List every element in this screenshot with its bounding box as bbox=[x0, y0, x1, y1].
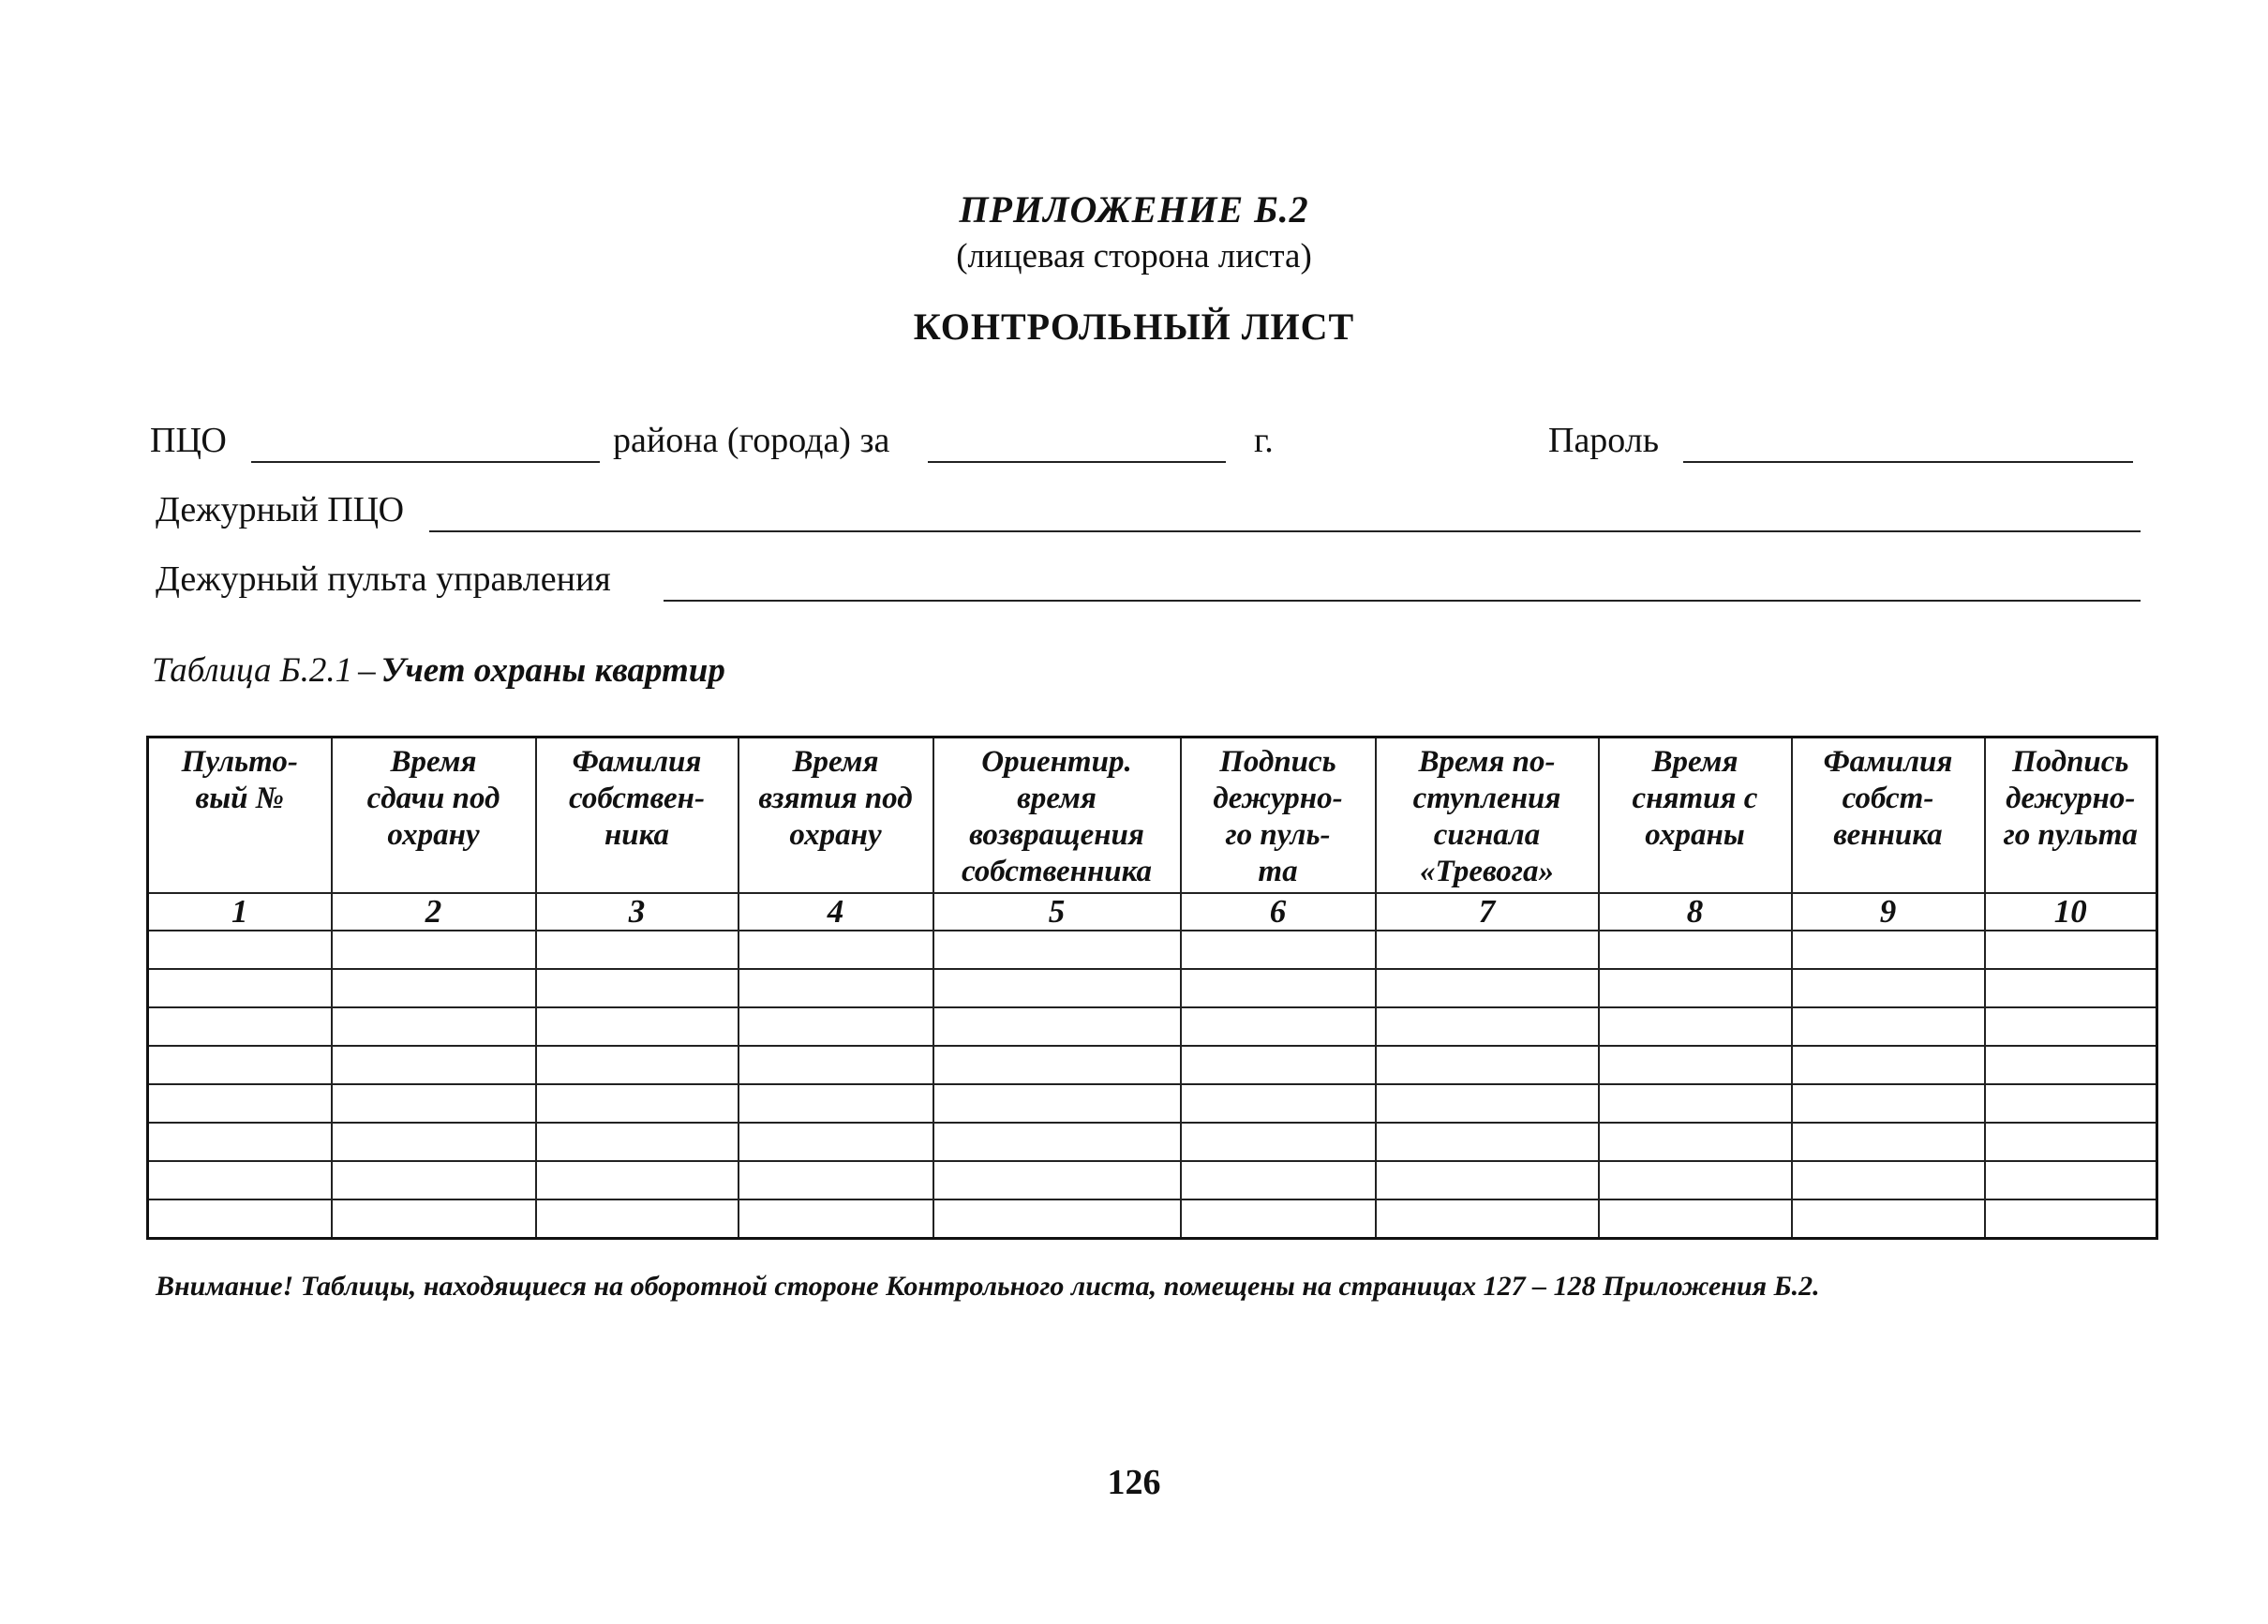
table-cell[interactable] bbox=[148, 1046, 332, 1084]
table-cell[interactable] bbox=[1376, 1123, 1599, 1161]
column-number-cell: 3 bbox=[536, 893, 739, 931]
column-header-line: Время bbox=[1651, 745, 1738, 779]
table-cell[interactable] bbox=[1376, 1007, 1599, 1046]
column-header bbox=[1181, 738, 1376, 894]
table-cell[interactable] bbox=[1599, 1046, 1792, 1084]
table-cell[interactable] bbox=[332, 1199, 536, 1239]
table-cell[interactable] bbox=[332, 1084, 536, 1123]
column-number-cell: 1 bbox=[148, 893, 332, 931]
column-header-line: ступления bbox=[1412, 782, 1561, 815]
table-cell[interactable] bbox=[1792, 1199, 1985, 1239]
column-header-line: сдачи под bbox=[366, 782, 500, 815]
table-cell[interactable] bbox=[1985, 1007, 2157, 1046]
column-header bbox=[148, 738, 332, 894]
table-cell[interactable] bbox=[933, 931, 1181, 969]
duty-pco-label: Дежурный ПЦО bbox=[156, 490, 405, 529]
table-cell[interactable] bbox=[1376, 1161, 1599, 1199]
appendix-title: ПРИЛОЖЕНИЕ Б.2 bbox=[959, 188, 1309, 231]
table-cell[interactable] bbox=[1181, 1199, 1376, 1239]
column-header-line: взятия под bbox=[758, 782, 913, 815]
password-label: Пароль bbox=[1548, 421, 1660, 460]
table-cell[interactable] bbox=[536, 1007, 739, 1046]
column-header-line: Время bbox=[390, 745, 477, 779]
column-header bbox=[1599, 738, 1792, 894]
table-cell[interactable] bbox=[1181, 969, 1376, 1007]
table-cell[interactable] bbox=[1792, 1123, 1985, 1161]
table-caption bbox=[152, 650, 725, 691]
column-header-line: вый № bbox=[195, 782, 284, 815]
table-cell[interactable] bbox=[1376, 969, 1599, 1007]
column-header-line: Пульто- bbox=[181, 745, 298, 779]
column-number-cell: 5 bbox=[933, 893, 1181, 931]
duty-pco-fill-line[interactable] bbox=[429, 530, 2141, 532]
column-header-line: дежурно- bbox=[2006, 782, 2136, 815]
table-cell[interactable] bbox=[332, 1161, 536, 1199]
table-cell[interactable] bbox=[536, 1084, 739, 1123]
table-cell[interactable] bbox=[933, 969, 1181, 1007]
table-row bbox=[148, 1084, 2157, 1123]
column-header bbox=[739, 738, 933, 894]
column-header-line: Фамилия bbox=[1823, 745, 1953, 779]
column-header bbox=[1985, 738, 2157, 894]
table-cell[interactable] bbox=[739, 1123, 933, 1161]
column-header-line: время bbox=[1017, 782, 1097, 815]
column-header-line: та bbox=[1258, 855, 1298, 888]
table-cell[interactable] bbox=[1376, 931, 1599, 969]
table-cell[interactable] bbox=[739, 1046, 933, 1084]
column-header bbox=[536, 738, 739, 894]
duty-console-label: Дежурный пульта управления bbox=[156, 559, 611, 599]
table-cell[interactable] bbox=[148, 931, 332, 969]
table-cell[interactable] bbox=[332, 1007, 536, 1046]
column-header-line: «Тревога» bbox=[1420, 855, 1554, 888]
district-label: района (города) за bbox=[613, 421, 890, 460]
table-cell[interactable] bbox=[933, 1084, 1181, 1123]
table-cell[interactable] bbox=[739, 1161, 933, 1199]
table-cell[interactable] bbox=[332, 969, 536, 1007]
table-cell[interactable] bbox=[536, 931, 739, 969]
table-cell[interactable] bbox=[536, 1123, 739, 1161]
column-header bbox=[1376, 738, 1599, 894]
table-row bbox=[148, 1123, 2157, 1161]
column-header-line: Время по- bbox=[1418, 745, 1556, 779]
column-header-line: собст- bbox=[1842, 782, 1934, 815]
attention-note: Внимание! Таблицы, находящиеся на оборотной стороне Контрольного листа, помещены на страницах 127 – 128 Приложения Б.2. bbox=[156, 1271, 1820, 1302]
table-cell[interactable] bbox=[1181, 1123, 1376, 1161]
column-header-line: Подпись bbox=[2011, 745, 2129, 779]
table-cell[interactable] bbox=[1985, 1199, 2157, 1239]
table-cell[interactable] bbox=[332, 1046, 536, 1084]
table-row bbox=[148, 1199, 2157, 1239]
table-cell[interactable] bbox=[1181, 1046, 1376, 1084]
table-caption-name: Учет охраны квартир bbox=[380, 651, 725, 690]
table-cell[interactable] bbox=[148, 1007, 332, 1046]
guard-log-table bbox=[146, 736, 2158, 1240]
table-cell[interactable] bbox=[148, 1123, 332, 1161]
duty-console-fill-line[interactable] bbox=[664, 600, 2141, 602]
column-number-cell: 8 bbox=[1599, 893, 1792, 931]
column-header-line: Подпись bbox=[1219, 745, 1336, 779]
column-header-line: собственника bbox=[961, 855, 1153, 888]
table-caption-label: Таблица Б.2.1 bbox=[152, 651, 353, 690]
table-cell[interactable] bbox=[536, 969, 739, 1007]
column-header bbox=[332, 738, 536, 894]
column-header-line: сигнала bbox=[1433, 818, 1541, 852]
table-cell[interactable] bbox=[1599, 1123, 1792, 1161]
table-cell[interactable] bbox=[739, 1007, 933, 1046]
table-cell[interactable] bbox=[1599, 931, 1792, 969]
column-header bbox=[933, 738, 1181, 894]
table-cell[interactable] bbox=[1181, 1084, 1376, 1123]
table-cell[interactable] bbox=[1985, 1084, 2157, 1123]
table-cell[interactable] bbox=[933, 1199, 1181, 1239]
header-row bbox=[148, 738, 2157, 894]
table-row bbox=[148, 1046, 2157, 1084]
table-row bbox=[148, 931, 2157, 969]
table-cell[interactable] bbox=[148, 1199, 332, 1239]
table-cell[interactable] bbox=[1599, 1161, 1792, 1199]
table-cell[interactable] bbox=[536, 1199, 739, 1239]
table-cell[interactable] bbox=[1181, 1161, 1376, 1199]
table-caption-dash: – bbox=[358, 651, 376, 690]
year-suffix: г. bbox=[1254, 421, 1274, 460]
document-title: КОНТРОЛЬНЫЙ ЛИСТ bbox=[913, 305, 1355, 348]
column-header-line: ника bbox=[604, 818, 670, 852]
table-cell[interactable] bbox=[536, 1046, 739, 1084]
table-cell[interactable] bbox=[1599, 1199, 1792, 1239]
table-cell[interactable] bbox=[536, 1161, 739, 1199]
column-header-line: Время bbox=[792, 745, 879, 779]
table-row bbox=[148, 969, 2157, 1007]
table-cell[interactable] bbox=[1985, 969, 2157, 1007]
table-cell[interactable] bbox=[1376, 1199, 1599, 1239]
column-header-line: охрану bbox=[789, 818, 882, 852]
column-header-line: Ориентир. bbox=[981, 745, 1132, 779]
table-cell[interactable] bbox=[739, 969, 933, 1007]
table-row bbox=[148, 1161, 2157, 1199]
table-cell[interactable] bbox=[739, 1199, 933, 1239]
column-number-cell: 9 bbox=[1792, 893, 1985, 931]
column-header-line: Фамилия bbox=[572, 745, 702, 779]
table-cell[interactable] bbox=[148, 969, 332, 1007]
sheet-side-note: (лицевая сторона листа) bbox=[956, 237, 1312, 276]
column-header-line: снятия с bbox=[1632, 782, 1758, 815]
table-cell[interactable] bbox=[933, 1161, 1181, 1199]
table-cell[interactable] bbox=[1985, 1046, 2157, 1084]
table-cell[interactable] bbox=[933, 1123, 1181, 1161]
table-cell[interactable] bbox=[1985, 1123, 2157, 1161]
table-cell[interactable] bbox=[1376, 1046, 1599, 1084]
table-cell[interactable] bbox=[933, 1007, 1181, 1046]
column-number-cell: 10 bbox=[1985, 893, 2157, 931]
period-fill-line[interactable] bbox=[928, 461, 1226, 463]
column-header-line: охрану bbox=[387, 818, 480, 852]
column-number-cell: 2 bbox=[332, 893, 536, 931]
column-header-line: венника bbox=[1833, 818, 1943, 852]
column-number-cell: 4 bbox=[739, 893, 933, 931]
page-number: 126 bbox=[1107, 1463, 1161, 1502]
column-header bbox=[1792, 738, 1985, 894]
column-header-line: дежурно- bbox=[1213, 782, 1343, 815]
table-cell[interactable] bbox=[1985, 1161, 2157, 1199]
table-cell[interactable] bbox=[1792, 1161, 1985, 1199]
table-cell[interactable] bbox=[332, 931, 536, 969]
pco-label: ПЦО bbox=[150, 421, 227, 460]
column-number-cell: 6 bbox=[1181, 893, 1376, 931]
table-cell[interactable] bbox=[1792, 1007, 1985, 1046]
column-header-line: возвращения bbox=[969, 818, 1144, 852]
column-header-line: собствен- bbox=[569, 782, 705, 815]
table-cell[interactable] bbox=[1599, 1084, 1792, 1123]
table-cell[interactable] bbox=[1599, 1007, 1792, 1046]
column-number-row bbox=[148, 893, 2157, 931]
table-cell[interactable] bbox=[1792, 1046, 1985, 1084]
column-header-line: го пуль- bbox=[1225, 818, 1331, 852]
pco-fill-line[interactable] bbox=[251, 461, 600, 463]
table-cell[interactable] bbox=[933, 1046, 1181, 1084]
column-header-line: го пульта bbox=[2003, 818, 2138, 852]
table-cell[interactable] bbox=[739, 931, 933, 969]
table-cell[interactable] bbox=[1792, 931, 1985, 969]
table-cell[interactable] bbox=[1181, 931, 1376, 969]
password-fill-line[interactable] bbox=[1683, 461, 2133, 463]
column-header-line: охраны bbox=[1645, 818, 1745, 852]
table-cell[interactable] bbox=[148, 1084, 332, 1123]
table-cell[interactable] bbox=[1599, 969, 1792, 1007]
table-cell[interactable] bbox=[1792, 1084, 1985, 1123]
table-cell[interactable] bbox=[332, 1123, 536, 1161]
column-number-cell: 7 bbox=[1376, 893, 1599, 931]
table-cell[interactable] bbox=[1792, 969, 1985, 1007]
table-cell[interactable] bbox=[1376, 1084, 1599, 1123]
table-cell[interactable] bbox=[1985, 931, 2157, 969]
table-cell[interactable] bbox=[739, 1084, 933, 1123]
table-cell[interactable] bbox=[148, 1161, 332, 1199]
table-row bbox=[148, 1007, 2157, 1046]
table-cell[interactable] bbox=[1181, 1007, 1376, 1046]
